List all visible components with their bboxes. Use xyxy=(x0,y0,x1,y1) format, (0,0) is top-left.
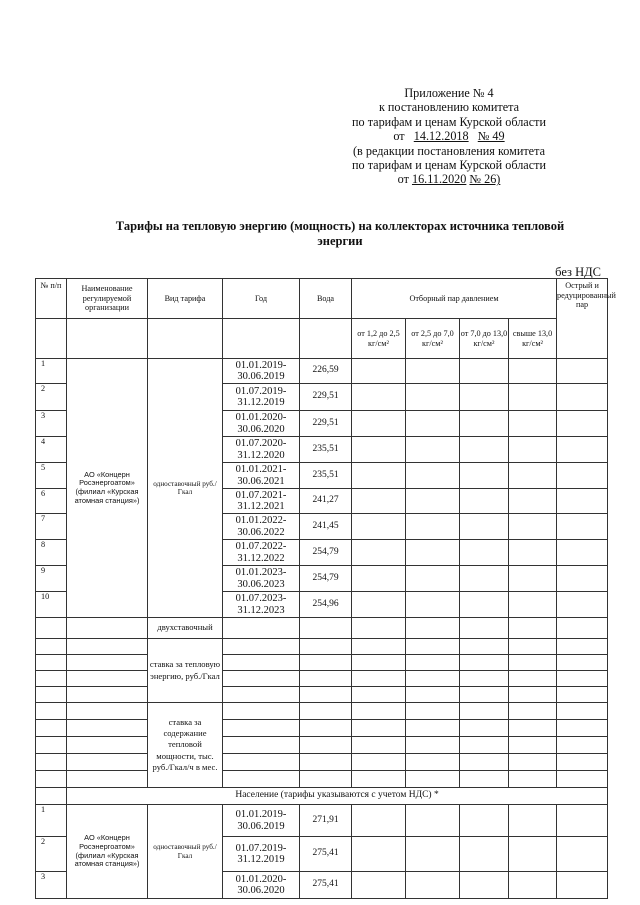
cell xyxy=(557,540,608,566)
cell xyxy=(557,639,608,655)
cell xyxy=(67,771,148,788)
cell xyxy=(557,489,608,514)
row-number: 2 xyxy=(36,384,67,411)
cell xyxy=(460,837,509,872)
cell xyxy=(406,771,460,788)
cell xyxy=(406,687,460,703)
cell xyxy=(36,788,67,805)
water-value: 254,79 xyxy=(300,540,352,566)
cell xyxy=(557,671,608,687)
cell xyxy=(67,687,148,703)
cell xyxy=(352,737,406,754)
water-value: 241,45 xyxy=(300,514,352,540)
cell xyxy=(557,837,608,872)
cell xyxy=(406,566,460,592)
cell xyxy=(352,437,406,463)
cell xyxy=(36,771,67,788)
tariff-table xyxy=(35,278,616,899)
cell xyxy=(352,489,406,514)
cell xyxy=(300,639,352,655)
header-water: Вода xyxy=(300,279,352,319)
period: 01.01.2019-30.06.2019 xyxy=(223,805,300,837)
cell xyxy=(557,592,608,618)
table-row xyxy=(36,805,608,837)
cell xyxy=(352,655,406,671)
appendix-number-2: № 26) xyxy=(469,172,501,187)
header-pressure-2: от 2,5 до 7,0 кг/см² xyxy=(406,319,460,359)
cell xyxy=(509,639,557,655)
cell xyxy=(67,737,148,754)
cell xyxy=(406,514,460,540)
water-value: 229,51 xyxy=(300,384,352,411)
cell xyxy=(406,872,460,899)
org-name: АО «Концерн Росэнергоатом» (филиал «Курская атомная станция») xyxy=(67,359,148,618)
cell xyxy=(557,463,608,489)
cell xyxy=(223,754,300,771)
cell xyxy=(557,687,608,703)
cell xyxy=(509,540,557,566)
cell xyxy=(460,737,509,754)
cell xyxy=(352,687,406,703)
row-number: 3 xyxy=(36,411,67,437)
cell xyxy=(460,384,509,411)
cell xyxy=(406,618,460,639)
row-number: 4 xyxy=(36,437,67,463)
cell xyxy=(509,514,557,540)
water-value: 254,79 xyxy=(300,566,352,592)
cell xyxy=(67,754,148,771)
cell xyxy=(36,703,67,720)
cell xyxy=(223,655,300,671)
cell xyxy=(509,411,557,437)
cell xyxy=(406,489,460,514)
population-header-row xyxy=(36,788,608,805)
appendix-line-6: по тарифам и ценам Курской области xyxy=(352,158,546,173)
two-rate-title-row xyxy=(36,618,608,639)
cell xyxy=(406,540,460,566)
cell xyxy=(67,671,148,687)
cell xyxy=(460,771,509,788)
cell xyxy=(509,737,557,754)
cell xyxy=(352,566,406,592)
subheader-empty-5 xyxy=(300,319,352,359)
cell xyxy=(36,655,67,671)
cell xyxy=(557,384,608,411)
header-year: Год xyxy=(223,279,300,319)
water-value: 275,41 xyxy=(300,837,352,872)
cell xyxy=(352,703,406,720)
cell xyxy=(509,687,557,703)
cell xyxy=(223,737,300,754)
cell xyxy=(509,754,557,771)
cell xyxy=(557,720,608,737)
subheader-empty-2 xyxy=(67,319,148,359)
table-header-row xyxy=(36,279,608,319)
cell xyxy=(460,720,509,737)
cell xyxy=(406,463,460,489)
cell xyxy=(300,737,352,754)
cell xyxy=(67,703,148,720)
cell xyxy=(406,754,460,771)
cell xyxy=(557,618,608,639)
cell xyxy=(509,489,557,514)
cell xyxy=(509,805,557,837)
cell xyxy=(406,411,460,437)
cell xyxy=(352,514,406,540)
header-org: Наименование регулируемой организации xyxy=(67,279,148,319)
cell xyxy=(509,437,557,463)
cell xyxy=(406,737,460,754)
period: 01.07.2019-31.12.2019 xyxy=(223,837,300,872)
two-rate-capacity-label: ставка за содержание тепловой мощности, тыс. руб./Гкал/ч в мес. xyxy=(148,703,223,788)
cell xyxy=(557,737,608,754)
cell xyxy=(300,655,352,671)
appendix-line-4 xyxy=(324,129,574,143)
cell xyxy=(352,720,406,737)
two-rate-capacity-row xyxy=(36,703,608,720)
cell xyxy=(352,872,406,899)
cell xyxy=(36,720,67,737)
appendix-date-1: 14.12.2018 xyxy=(413,129,469,144)
row-number: 5 xyxy=(36,463,67,489)
row-number: 7 xyxy=(36,514,67,540)
appendix-line-2: к постановлению комитета xyxy=(378,100,520,115)
cell xyxy=(509,359,557,384)
cell xyxy=(352,754,406,771)
cell xyxy=(352,540,406,566)
cell xyxy=(509,837,557,872)
cell xyxy=(460,566,509,592)
appendix-date-2: 16.11.2020 xyxy=(411,172,467,187)
cell xyxy=(223,618,300,639)
water-value: 241,27 xyxy=(300,489,352,514)
row-number: 10 xyxy=(36,592,67,618)
water-value: 254,96 xyxy=(300,592,352,618)
cell xyxy=(36,671,67,687)
cell xyxy=(460,655,509,671)
cell xyxy=(223,671,300,687)
subheader-empty-1 xyxy=(36,319,67,359)
period: 01.01.2020-30.06.2020 xyxy=(223,411,300,437)
cell xyxy=(352,771,406,788)
cell xyxy=(509,566,557,592)
header-pressure-1: от 1,2 до 2,5 кг/см² xyxy=(352,319,406,359)
cell xyxy=(352,618,406,639)
cell xyxy=(352,837,406,872)
cell xyxy=(223,720,300,737)
period: 01.01.2023-30.06.2023 xyxy=(223,566,300,592)
cell xyxy=(300,618,352,639)
cell xyxy=(352,359,406,384)
two-rate-heat-row xyxy=(36,655,608,671)
water-value: 229,51 xyxy=(300,411,352,437)
period: 01.07.2022-31.12.2022 xyxy=(223,540,300,566)
cell xyxy=(460,592,509,618)
cell xyxy=(406,720,460,737)
cell xyxy=(406,592,460,618)
cell xyxy=(67,618,148,639)
cell xyxy=(460,671,509,687)
cell xyxy=(406,655,460,671)
table-row xyxy=(36,359,608,384)
two-rate-heat-row xyxy=(36,687,608,703)
cell xyxy=(460,687,509,703)
cell xyxy=(460,805,509,837)
period: 01.01.2020-30.06.2020 xyxy=(223,872,300,899)
two-rate-capacity-row xyxy=(36,754,608,771)
cell xyxy=(460,703,509,720)
header-tariff-type: Вид тарифа xyxy=(148,279,223,319)
cell xyxy=(36,737,67,754)
water-value: 235,51 xyxy=(300,437,352,463)
vat-note: без НДС xyxy=(555,265,601,279)
cell xyxy=(557,437,608,463)
cell xyxy=(36,639,67,655)
cell xyxy=(352,639,406,655)
two-rate-title: двухставочный xyxy=(148,618,223,639)
two-rate-capacity-row xyxy=(36,771,608,788)
appendix-from-2: от xyxy=(397,172,409,187)
row-number: 1 xyxy=(36,805,67,837)
water-value: 226,59 xyxy=(300,359,352,384)
cell xyxy=(406,639,460,655)
header-pressure-4: свыше 13,0 кг/см² xyxy=(509,319,557,359)
header-steam: Отборный пар давлением xyxy=(352,279,557,319)
row-number: 3 xyxy=(36,872,67,899)
cell xyxy=(352,671,406,687)
cell xyxy=(509,703,557,720)
row-number: 6 xyxy=(36,489,67,514)
subheader-empty-4 xyxy=(223,319,300,359)
cell xyxy=(460,489,509,514)
two-rate-capacity-row xyxy=(36,720,608,737)
row-number: 9 xyxy=(36,566,67,592)
header-pressure-3: от 7,0 до 13,0 кг/см² xyxy=(460,319,509,359)
cell xyxy=(406,359,460,384)
cell xyxy=(406,384,460,411)
appendix-line-5: (в редакции постановления комитета xyxy=(353,143,545,158)
period: 01.07.2020-31.12.2020 xyxy=(223,437,300,463)
water-value: 235,51 xyxy=(300,463,352,489)
population-header: Население (тарифы указываются с учетом НДС) * xyxy=(67,788,608,805)
appendix-number-1: № 49 xyxy=(477,129,505,144)
cell xyxy=(509,384,557,411)
cell xyxy=(557,771,608,788)
cell xyxy=(67,639,148,655)
cell xyxy=(509,872,557,899)
cell xyxy=(67,720,148,737)
cell xyxy=(557,359,608,384)
cell xyxy=(509,592,557,618)
document-title: Тарифы на тепловую энергию (мощность) на коллекторах источника тепловой энергии xyxy=(115,219,565,248)
two-rate-capacity-row xyxy=(36,737,608,754)
cell xyxy=(509,655,557,671)
cell xyxy=(300,671,352,687)
cell xyxy=(509,720,557,737)
period: 01.07.2021-31.12.2021 xyxy=(223,489,300,514)
cell xyxy=(460,618,509,639)
cell xyxy=(460,411,509,437)
cell xyxy=(460,754,509,771)
cell xyxy=(509,463,557,489)
cell xyxy=(223,639,300,655)
period: 01.07.2019-31.12.2019 xyxy=(223,384,300,411)
cell xyxy=(406,837,460,872)
cell xyxy=(300,720,352,737)
row-number: 1 xyxy=(36,359,67,384)
cell xyxy=(300,703,352,720)
water-value: 275,41 xyxy=(300,872,352,899)
cell xyxy=(557,805,608,837)
cell xyxy=(67,655,148,671)
row-number: 2 xyxy=(36,837,67,872)
cell xyxy=(557,655,608,671)
cell xyxy=(352,805,406,837)
cell xyxy=(36,687,67,703)
cell xyxy=(557,872,608,899)
header-sharp-steam: Острый и редуцированный пар xyxy=(557,279,608,359)
cell xyxy=(509,618,557,639)
cell xyxy=(300,687,352,703)
tariff-type-single: одноставочный руб./Гкал xyxy=(148,359,223,618)
cell xyxy=(406,703,460,720)
cell xyxy=(406,437,460,463)
cell xyxy=(352,592,406,618)
period: 01.01.2022-30.06.2022 xyxy=(223,514,300,540)
period: 01.01.2019-30.06.2019 xyxy=(223,359,300,384)
appendix-from-1: от xyxy=(393,129,405,144)
cell xyxy=(460,639,509,655)
cell xyxy=(557,514,608,540)
appendix-line-1: Приложение № 4 xyxy=(404,86,494,100)
cell xyxy=(36,618,67,639)
cell xyxy=(557,566,608,592)
water-value: 271,91 xyxy=(300,805,352,837)
cell xyxy=(557,411,608,437)
cell xyxy=(406,805,460,837)
appendix-line-7 xyxy=(324,172,574,186)
cell xyxy=(36,754,67,771)
appendix-block xyxy=(324,86,574,187)
cell xyxy=(352,384,406,411)
cell xyxy=(223,703,300,720)
cell xyxy=(460,872,509,899)
cell xyxy=(223,687,300,703)
cell xyxy=(223,771,300,788)
org-name-population: АО «Концерн Росэнергоатом» (филиал «Курская атомная станция») xyxy=(67,805,148,899)
table-subheader-row xyxy=(36,319,608,359)
cell xyxy=(352,411,406,437)
cell xyxy=(557,754,608,771)
cell xyxy=(352,463,406,489)
cell xyxy=(300,754,352,771)
two-rate-heat-label: ставка за тепловую энергию, руб./Гкал xyxy=(148,639,223,703)
two-rate-heat-row xyxy=(36,639,608,655)
period: 01.01.2021-30.06.2021 xyxy=(223,463,300,489)
appendix-line-3: по тарифам и ценам Курской области xyxy=(352,114,546,129)
cell xyxy=(509,671,557,687)
tariff-type-single-population: одноставочный руб./Гкал xyxy=(148,805,223,899)
subheader-empty-3 xyxy=(148,319,223,359)
header-num: № п/п xyxy=(36,279,67,319)
cell xyxy=(460,540,509,566)
cell xyxy=(460,514,509,540)
cell xyxy=(300,771,352,788)
cell xyxy=(460,437,509,463)
cell xyxy=(406,671,460,687)
cell xyxy=(460,463,509,489)
cell xyxy=(557,703,608,720)
row-number: 8 xyxy=(36,540,67,566)
cell xyxy=(460,359,509,384)
two-rate-heat-row xyxy=(36,671,608,687)
cell xyxy=(509,771,557,788)
period: 01.07.2023-31.12.2023 xyxy=(223,592,300,618)
